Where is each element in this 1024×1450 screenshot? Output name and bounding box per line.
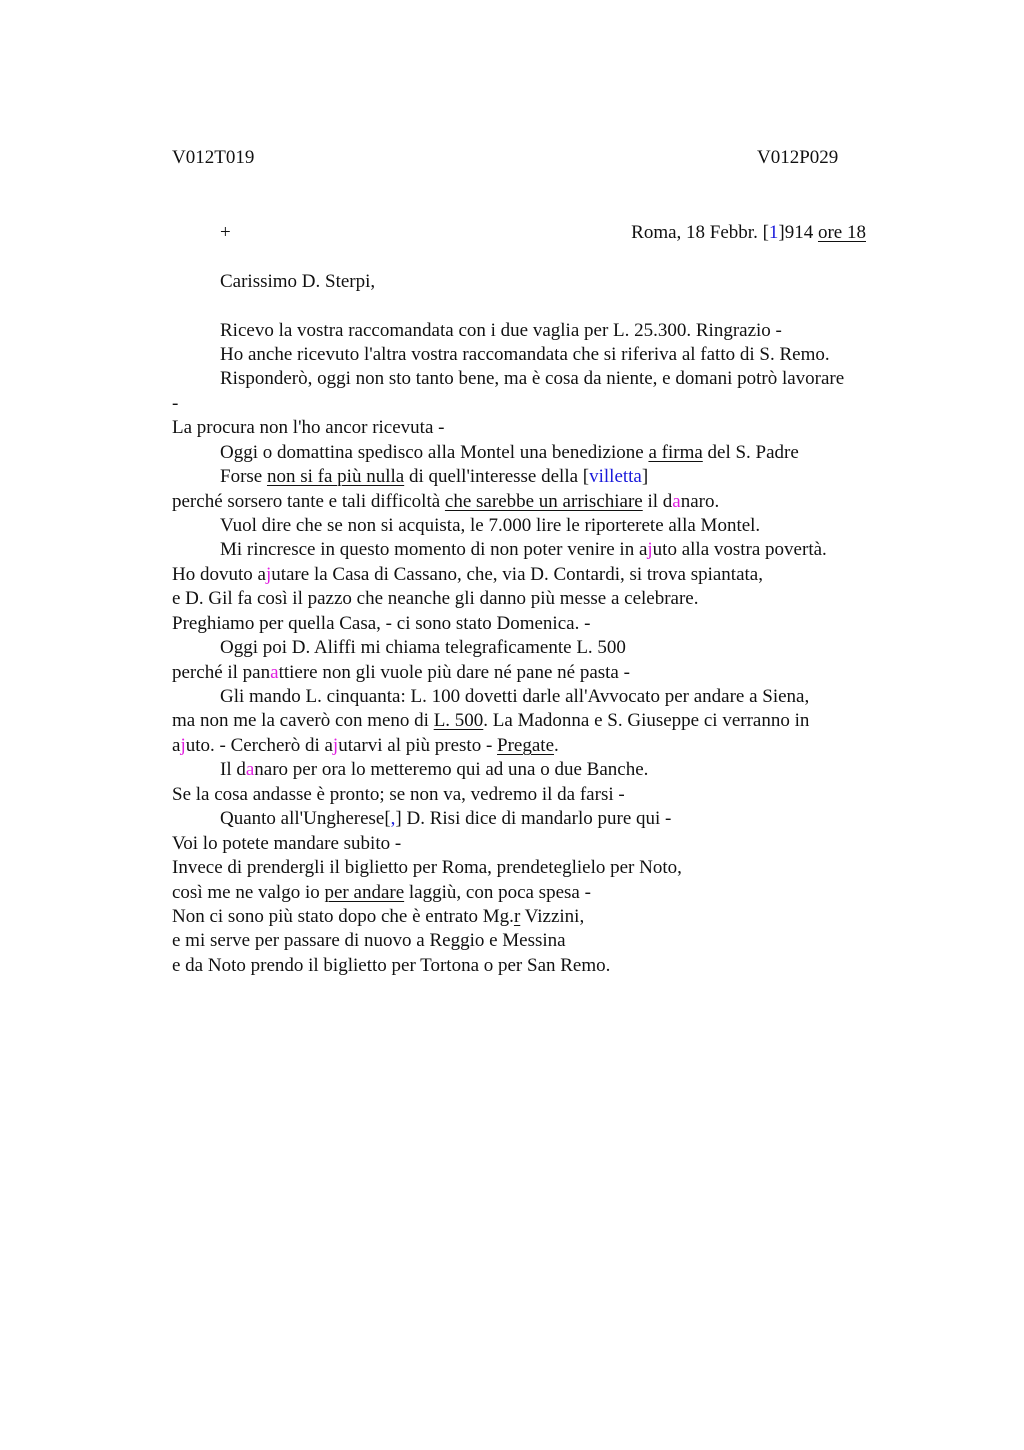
- cross-mark: +: [220, 222, 231, 243]
- letter-line-14: Oggi poi D. Aliffi mi chiama telegraficamente L. 500: [220, 637, 626, 658]
- letter-line-13: Preghiamo per quella Casa, - ci sono stato Domenica. -: [172, 613, 591, 634]
- letter-line-16: Gli mando L. cinquanta: L. 100 dovetti darle all'Avvocato per andare a Siena,: [220, 686, 810, 707]
- letter-line-23: Invece di prendergli il biglietto per Roma, prendeteglielo per Noto,: [172, 857, 682, 878]
- header-left-code: V012T019: [172, 147, 255, 168]
- letter-line-6: Oggi o domattina spedisco alla Montel una benedizione a firma del S. Padre: [220, 442, 799, 463]
- letter-line-17: ma non me la caverò con meno di L. 500. La Madonna e S. Giuseppe ci verranno in: [172, 710, 810, 731]
- salutation: Carissimo D. Sterpi,: [220, 271, 376, 292]
- letter-line-10: Mi rincresce in questo momento di non poter venire in ajuto alla vostra povertà.: [220, 539, 827, 560]
- letter-line-7: Forse non si fa più nulla di quell'interesse della [villetta]: [220, 466, 649, 487]
- letter-line-3: Risponderò, oggi non sto tanto bene, ma è cosa da niente, e domani potrò lavorare: [220, 368, 845, 389]
- header-right-code: V012P029: [757, 147, 839, 168]
- letter-line-4: -: [172, 393, 179, 414]
- date-line: [220, 222, 866, 244]
- letter-line-11: Ho dovuto ajutare la Casa di Cassano, che, via D. Contardi, si trova spiantata,: [172, 564, 763, 585]
- letter-line-9: Vuol dire che se non si acquista, le 7.000 lire le riporterete alla Montel.: [220, 515, 761, 536]
- letter-line-26: e mi serve per passare di nuovo a Reggio e Messina: [172, 930, 566, 951]
- letter-line-5: La procura non l'ho ancor ricevuta -: [172, 417, 445, 438]
- letter-line-24: così me ne valgo io per andare laggiù, con poca spesa -: [172, 882, 591, 903]
- letter-line-20: Se la cosa andasse è pronto; se non va, vedremo il da farsi -: [172, 784, 625, 805]
- letter-line-15: perché il panattiere non gli vuole più dare né pane né pasta -: [172, 662, 630, 683]
- letter-line-25: Non ci sono più stato dopo che è entrato Mg.r Vizzini,: [172, 906, 585, 927]
- letter-line-18: ajuto. - Cercherò di ajutarvi al più presto - Pregate.: [172, 735, 559, 756]
- letter-line-19: Il danaro per ora lo metteremo qui ad una o due Banche.: [220, 759, 649, 780]
- letter-line-8: perché sorsero tante e tali difficoltà che sarebbe un arrischiare il danaro.: [172, 491, 720, 512]
- letter-line-2: Ho anche ricevuto l'altra vostra raccomandata che si riferiva al fatto di S. Remo.: [220, 344, 830, 365]
- letter-line-1: Ricevo la vostra raccomandata con i due vaglia per L. 25.300. Ringrazio -: [220, 320, 782, 341]
- letter-date: Roma, 18 Febbr. [1]914 ore 18: [631, 222, 866, 243]
- letter-line-22: Voi lo potete mandare subito -: [172, 833, 402, 854]
- letter-line-27: e da Noto prendo il biglietto per Tortona o per San Remo.: [172, 955, 611, 976]
- letter-line-12: e D. Gil fa così il pazzo che neanche gli danno più messe a celebrare.: [172, 588, 699, 609]
- letter-line-21: Quanto all'Ungherese[,] D. Risi dice di mandarlo pure qui -: [220, 808, 672, 829]
